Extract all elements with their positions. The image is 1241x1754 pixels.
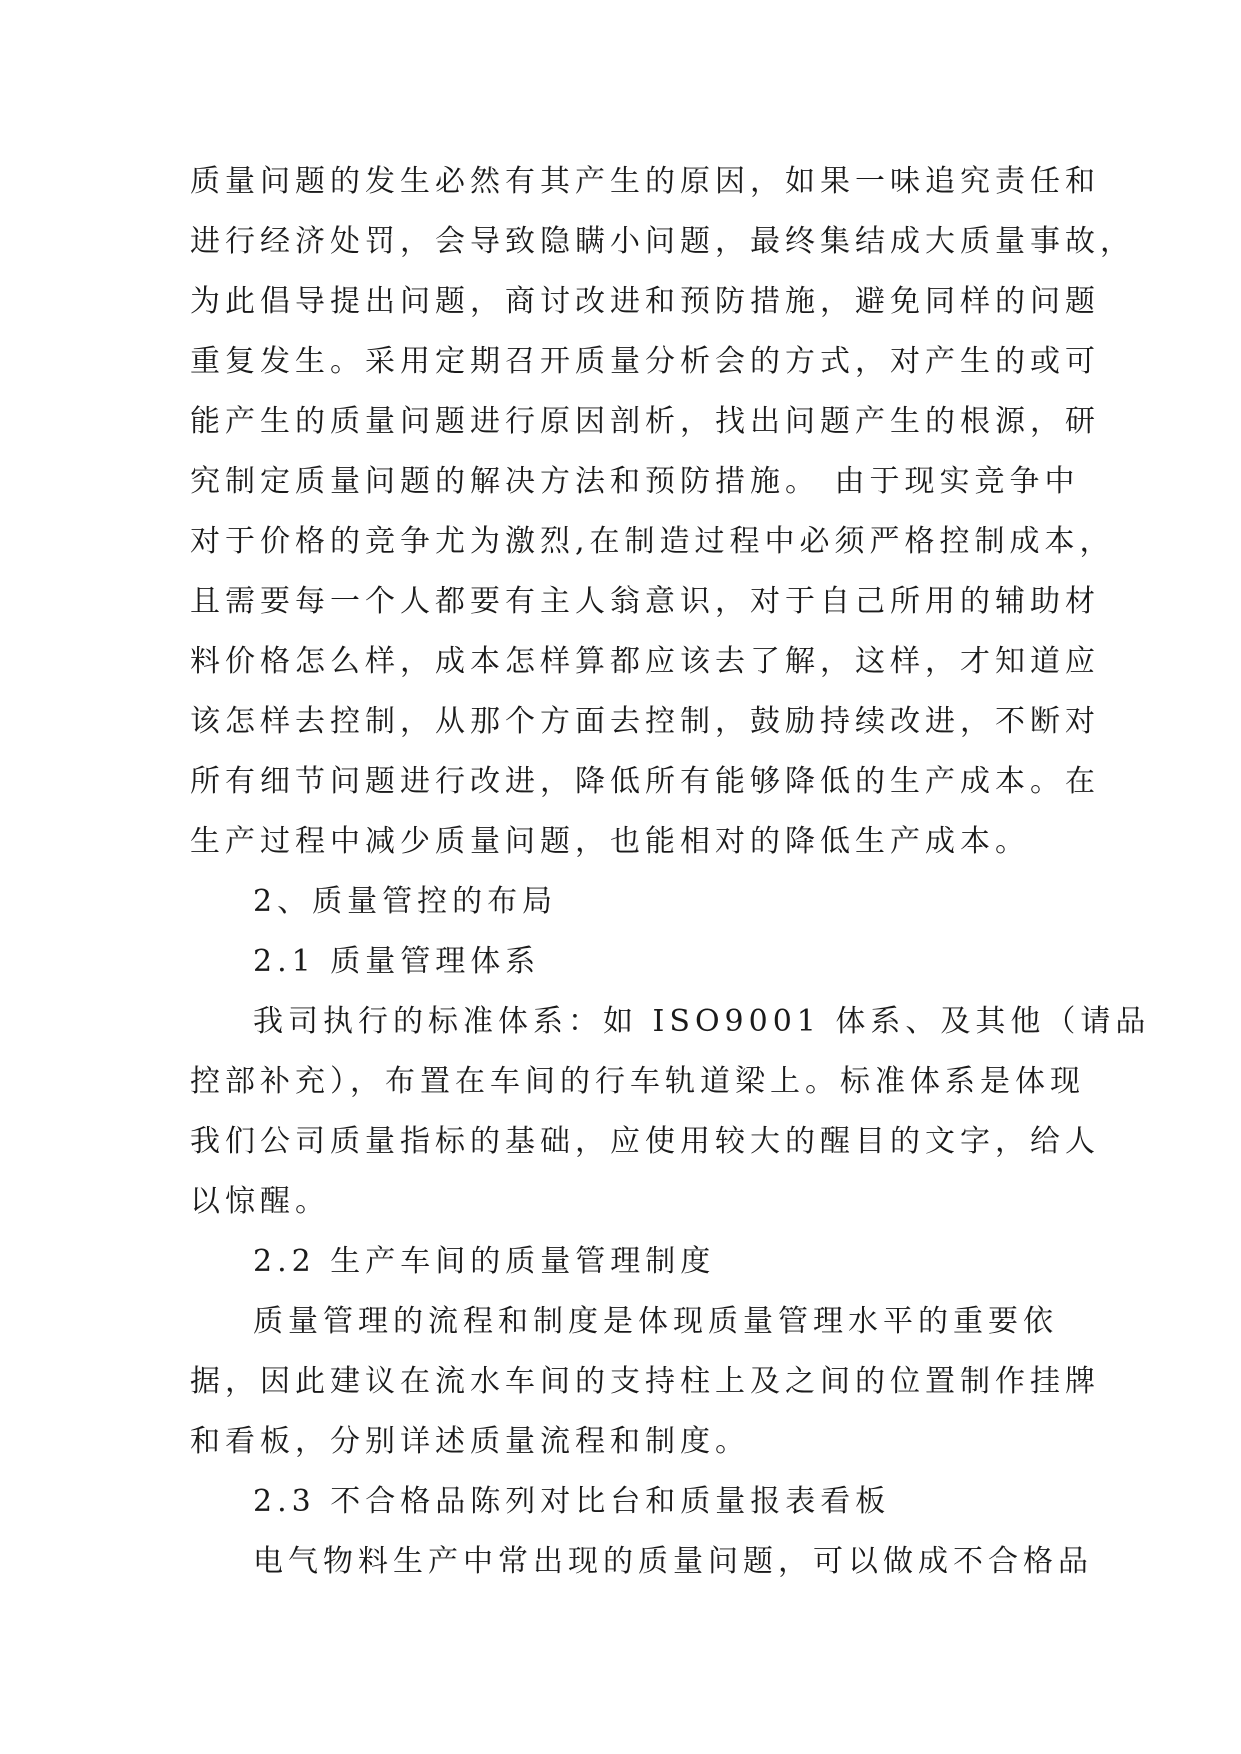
paragraph-line: 质量管理的流程和制度是体现质量管理水平的重要依 [253, 1304, 1058, 1339]
paragraph-line: 料价格怎么样，成本怎样算都应该去了解，这样，才知道应 [190, 644, 1100, 679]
paragraph-line: 能产生的质量问题进行原因剖析，找出问题产生的根源，研 [190, 404, 1100, 439]
paragraph-line: 以惊醒。 [190, 1184, 330, 1219]
paragraph-line: 且需要每一个人都要有主人翁意识，对于自己所用的辅助材 [190, 584, 1100, 619]
paragraph-line: 质量问题的发生必然有其产生的原因，如果一味追究责任和 [190, 164, 1100, 199]
paragraph-line: 为此倡导提出问题，商讨改进和预防措施，避免同样的问题 [190, 284, 1100, 319]
paragraph-line: 进行经济处罚，会导致隐瞒小问题，最终集结成大质量事故， [190, 224, 1135, 259]
section-heading: 2、质量管控的布局 [253, 884, 558, 919]
paragraph-line: 究制定质量问题的解决方法和预防措施。 由于现实竞争中 [190, 464, 1080, 499]
paragraph-line: 我们公司质量指标的基础，应使用较大的醒目的文字，给人 [190, 1124, 1100, 1159]
paragraph-line: 所有细节问题进行改进，降低所有能够降低的生产成本。在 [190, 764, 1100, 799]
paragraph-line: 电气物料生产中常出现的质量问题，可以做成不合格品 [253, 1544, 1093, 1579]
paragraph-line: 和看板，分别详述质量流程和制度。 [190, 1424, 750, 1459]
paragraph-line: 该怎样去控制，从那个方面去控制，鼓励持续改进，不断对 [190, 704, 1100, 739]
subsection-heading: 2.3 不合格品陈列对比台和质量报表看板 [253, 1484, 891, 1519]
subsection-heading: 2.1 质量管理体系 [253, 944, 541, 979]
paragraph-line: 对于价格的竞争尤为激烈,在制造过程中必须严格控制成本， [190, 524, 1115, 559]
subsection-heading: 2.2 生产车间的质量管理制度 [253, 1244, 716, 1279]
paragraph-line: 据，因此建议在流水车间的支持柱上及之间的位置制作挂牌 [190, 1364, 1100, 1399]
paragraph-line: 重复发生。采用定期召开质量分析会的方式，对产生的或可 [190, 344, 1100, 379]
paragraph-line: 我司执行的标准体系：如 ISO9001 体系、及其他（请品 [253, 1004, 1151, 1039]
paragraph-line: 控部补充），布置在车间的行车轨道梁上。标准体系是体现 [190, 1064, 1085, 1099]
paragraph-line: 生产过程中减少质量问题，也能相对的降低生产成本。 [190, 824, 1030, 859]
